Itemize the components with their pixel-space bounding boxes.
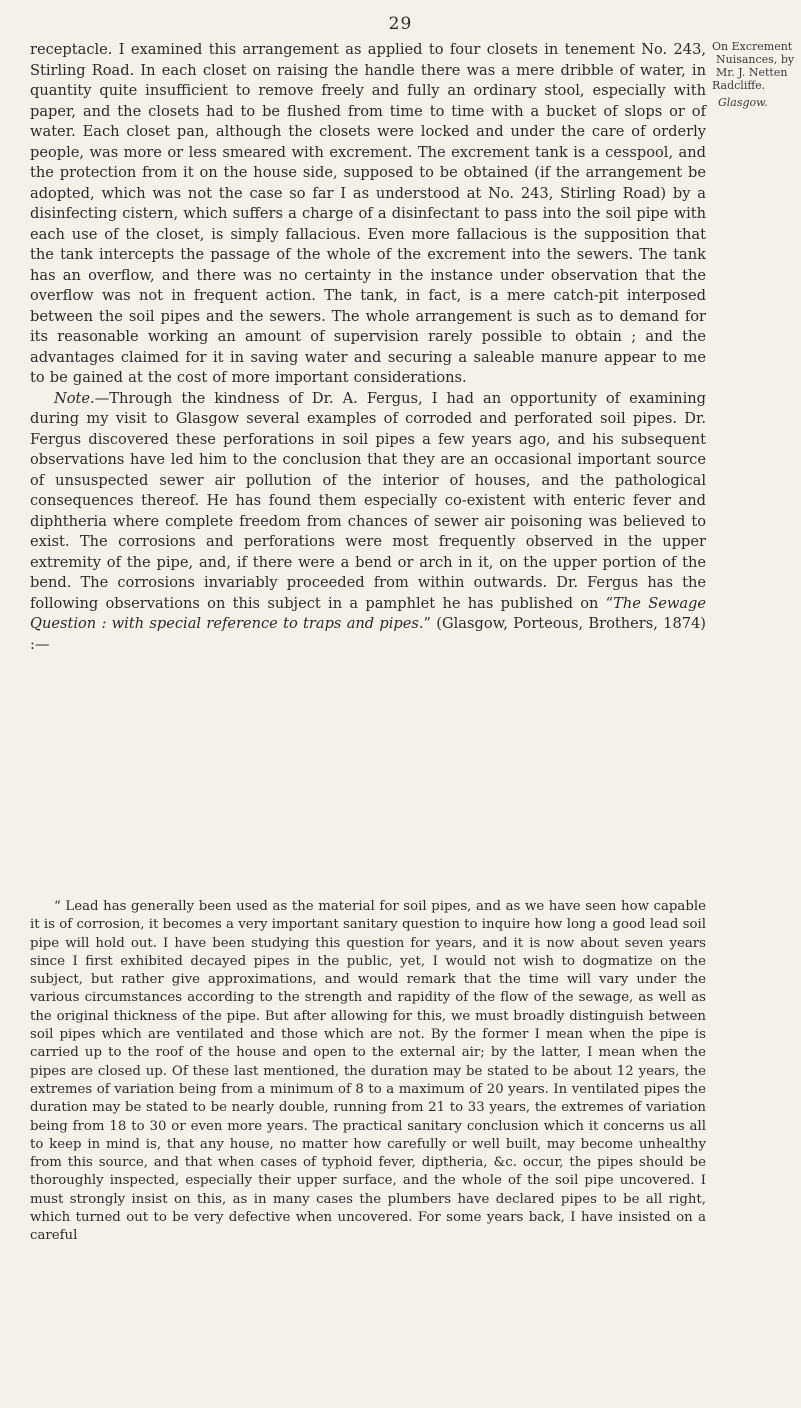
block-quote [30,898,706,1246]
quote-paragraph: “ Lead has generally been used as the material for soil pipes, and as we have seen how capable it is of corrosion, it becomes a very important sanitary question to inquire how long a good lead soil pipe will hold out. I have been studying this question for years, and it is now about seven years since I first exhibited decayed pipes in the public, yet, I would not wish to dogmatize on the subject, but rather give approximations, and would remark that the time will vary under the various circumstances according to the strength and rapidity of the flow of the sewage, as well as the original thickness of the pipe. But after allowing for this, we must broadly distinguish between soil pipes which are ventilated and those which are not. By the former I mean when the pipe is carried up to the roof of the house and open to the external air; by the latter, I mean when the pipes are closed up. Of these last mentioned, the duration may be stated to be about 12 years, the extremes of variation being from a minimum of 8 to a maximum of 20 years. In ventilated pipes the duration may be stated to be nearly double, running from 21 to 33 years, the extremes of variation being from 18 to 30 or even more years. The practical sanitary conclusion which it concerns us all to keep in mind is, that any house, no matter how carefully or well built, may become unhealthy from this source, and that when cases of typhoid fever, diptheria, &c. occur, the pipes should be thoroughly inspected, especially their upper surface, and the whole of the soil pipe uncovered. I must strongly insist on this, as in many cases the plumbers have declared pipes to be all right, which turned out to be very defective when uncovered. For some years back, I have insisted on a careful [30,899,706,1244]
body-text [30,40,706,655]
margin-note-line: Nuisances, by [716,53,795,66]
note-label: Note. [54,389,95,407]
pamphlet-title: The Sewage Question : with special reference to traps and pipes. [30,594,706,632]
paragraph-receptacle: receptacle. I examined this arrangement as applied to four closets in tenement No. 243, Stirling Road. In each closet on raising the handle there was a mere dribble of water, in quantity quite insufficient to remove freely and fully an ordinary stool, especially with paper, and the closets had to be flushed from time to time with a bucket of slops or of water. Each closet pan, although the closets were locked and under the care of orderly people, was more or less smeared with excrement. The excrement tank is a cesspool, and the protection from it on the house side, supposed to be obtained (if the arrangement be adopted, which was not the case so far I as understood at No. 243, Stirling Road) by a disinfecting cistern, which suffers a charge of a disinfectant to pass into the soil pipe with each use of the closet, is simply fallacious. Even more fallacious is the supposition that the tank intercepts the passage of the whole of the excrement into the sewers. The tank has an overflow, and there was no certainty in the instance under observation that the overflow was not in frequent action. The tank, in fact, is a mere catch-pit interposed between the soil pipes and the sewers. The whole arrangement is such as to demand for its reasonable working an amount of supervision rarely possible to obtain ; and the advantages claimed for it in saving water and securing a saleable manure appear to me to be gained at the cost of more important considerations. [30,41,706,386]
margin-note-line: Mr. J. Netten [716,66,788,79]
margin-note [712,40,798,109]
margin-note-line: On Excrement [712,40,793,53]
paragraph-note [30,389,706,656]
margin-note-line: Radcliffe. [712,79,766,92]
note-text: —Through the kindness of Dr. A. Fergus, I had an opportunity of examining during my visit to Glasgow several examples of corroded and perforated soil pipes. Dr. Fergus discovered these perforations in soil pipes a few years ago, and his subsequent observations have led him to the conclusion that they are an occasional important source of unsuspected sewer air pollution of the interior of houses, and the pathological consequences thereof. He has found them especially co-existent with enteric fever and diphtheria where complete freedom from chances of sewer air poisoning was believed to exist. The corrosions and perforations were most frequently observed in the upper extremity of the pipe, and, if there were a bend or arch in it, on the upper portion of the bend. The corrosions invariably proceeded from within outwards. Dr. Fergus has the following observations on this subject in a pamphlet he has published on “ [30,389,706,612]
margin-note-place: Glasgow. [718,96,768,109]
page-number: 29 [388,14,413,34]
note-citation: ” (Glasgow, Porteous, Brothers, 1874) :— [30,615,707,653]
